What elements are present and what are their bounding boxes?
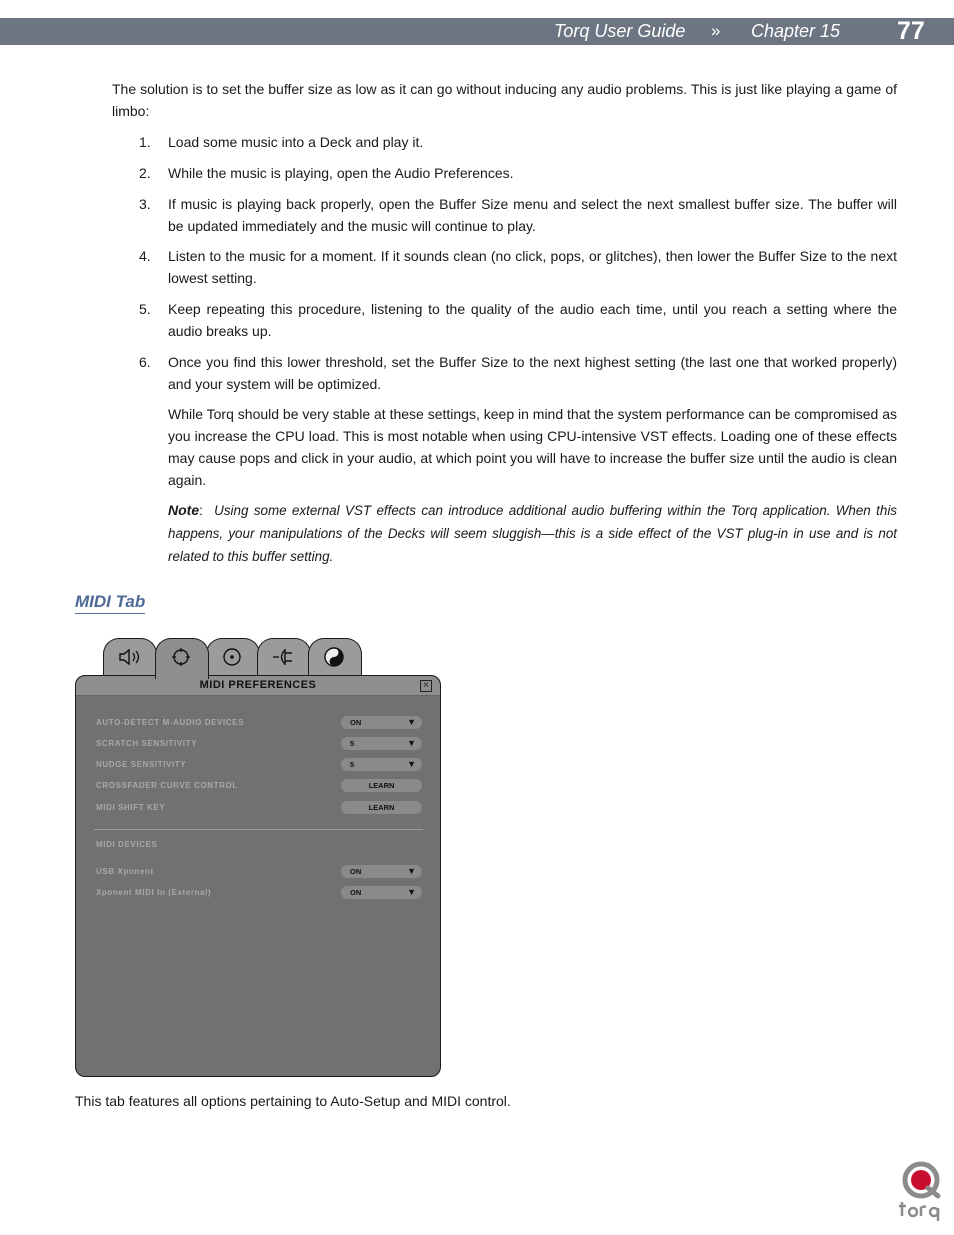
auto-detect-dropdown[interactable] [341,716,422,729]
devices-heading: MIDI DEVICES [96,840,158,849]
chevron-down-icon: ▼ [407,738,416,748]
chapter-label: Chapter 15 [751,21,841,41]
panel-header [76,676,440,696]
dropdown-value: ON [350,718,362,727]
caption-paragraph: This tab features all options pertaining to Auto-Setup and MIDI control. [75,1093,511,1109]
page-header [0,18,954,45]
guide-title: Torq User Guide [554,21,686,41]
dropdown-value: ON [350,867,362,876]
tab-skin[interactable] [308,638,362,677]
step-number: 4. [139,248,151,264]
option-label: CROSSFADER CURVE CONTROL [96,781,238,790]
note-text: Using some external VST effects can introduce additional audio buffering within the Torq application. When this happens, your manipulations of the Decks will seem sluggish—this is a side effect of the VST plug-in in use and is not related to this buffer setting. [168,503,897,564]
scratch-sensitivity-dropdown[interactable] [341,737,422,750]
tab-record[interactable] [206,638,260,677]
midi-shift-learn-button[interactable] [341,801,422,814]
chevron-down-icon: ▼ [407,887,416,897]
note-paragraph: Note: Using some external VST effects can introduce additional audio buffering within the Torq application. When this happens, your manipulations of the Decks will seem sluggish—this is a side effect of the VST plug-in in use and is not related to this buffer setting. [168,502,897,564]
option-label: NUDGE SENSITIVITY [96,760,187,769]
step-text: While the music is playing, open the Audio Preferences. [168,165,514,181]
yin-yang-icon [322,646,348,668]
record-icon [220,646,246,668]
step-number: 5. [139,301,151,317]
step-number: 6. [139,354,151,370]
page-number: 77 [897,17,925,45]
chevron-down-icon: ▼ [407,717,416,727]
followup-paragraph: While Torq should be very stable at these settings, keep in mind that the system performance can be compromised as you increase the CPU load. This is most notable when using CPU-intensive VST effects. Loading one of these effects may cause pops and click in your audio, at which point you will have to increase the buffer size until the audio is clean again. [168,406,897,488]
option-label: AUTO-DETECT M-AUDIO DEVICES [96,718,245,727]
step-number: 1. [139,134,151,150]
header-separator: » [711,21,721,40]
note-label: Note [168,502,200,518]
dropdown-value: 5 [350,739,355,748]
panel-title: MIDI PREFERENCES [199,679,317,691]
button-label: LEARN [368,781,395,790]
step-number: 3. [139,196,151,212]
crosshair-circle-icon [169,646,195,668]
section-divider [94,829,423,830]
speaker-icon [117,646,143,668]
tab-plugins[interactable] [257,638,311,677]
torq-logo [898,1160,944,1222]
device-label: Xponent MIDI In (External) [96,888,212,897]
nudge-sensitivity-dropdown[interactable] [341,758,422,771]
section-title: MIDI Tab [75,592,145,614]
close-icon[interactable]: × [420,680,432,692]
chevron-down-icon: ▼ [407,759,416,769]
step-number: 2. [139,165,151,181]
step-text: Keep repeating this procedure, listening to the quality of the audio each time, until you reach a setting where the audio breaks up. [168,301,897,339]
tab-audio[interactable] [103,638,157,677]
option-label: MIDI SHIFT KEY [96,803,166,812]
dropdown-value: ON [350,888,362,897]
crossfader-learn-button[interactable] [341,779,422,792]
option-label: SCRATCH SENSITIVITY [96,739,198,748]
step-text: Load some music into a Deck and play it. [168,134,424,150]
usb-xponent-dropdown[interactable] [341,865,422,878]
intro-paragraph: The solution is to set the buffer size as low as it can go without inducing any audio problems. This is just like playing a game of limbo: [112,81,897,119]
step-text: If music is playing back properly, open the Buffer Size menu and select the next smallest buffer size. The buffer will be updated immediately and the music will continue to play. [168,196,897,234]
step-text: Listen to the music for a moment. If it sounds clean (no click, pops, or glitches), then lower the Buffer Size to the next lowest setting. [168,248,897,286]
step-text: Once you find this lower threshold, set the Buffer Size to the next highest setting (the last one that worked properly) and your system will be optimized. [168,354,897,392]
plug-icon [271,646,297,668]
dropdown-value: 5 [350,760,355,769]
chevron-down-icon: ▼ [407,866,416,876]
midi-preferences-panel [75,675,441,1077]
device-label: USB Xponent [96,867,154,876]
xponent-midi-in-dropdown[interactable] [341,886,422,899]
tab-midi[interactable] [155,638,209,679]
button-label: LEARN [368,803,395,812]
